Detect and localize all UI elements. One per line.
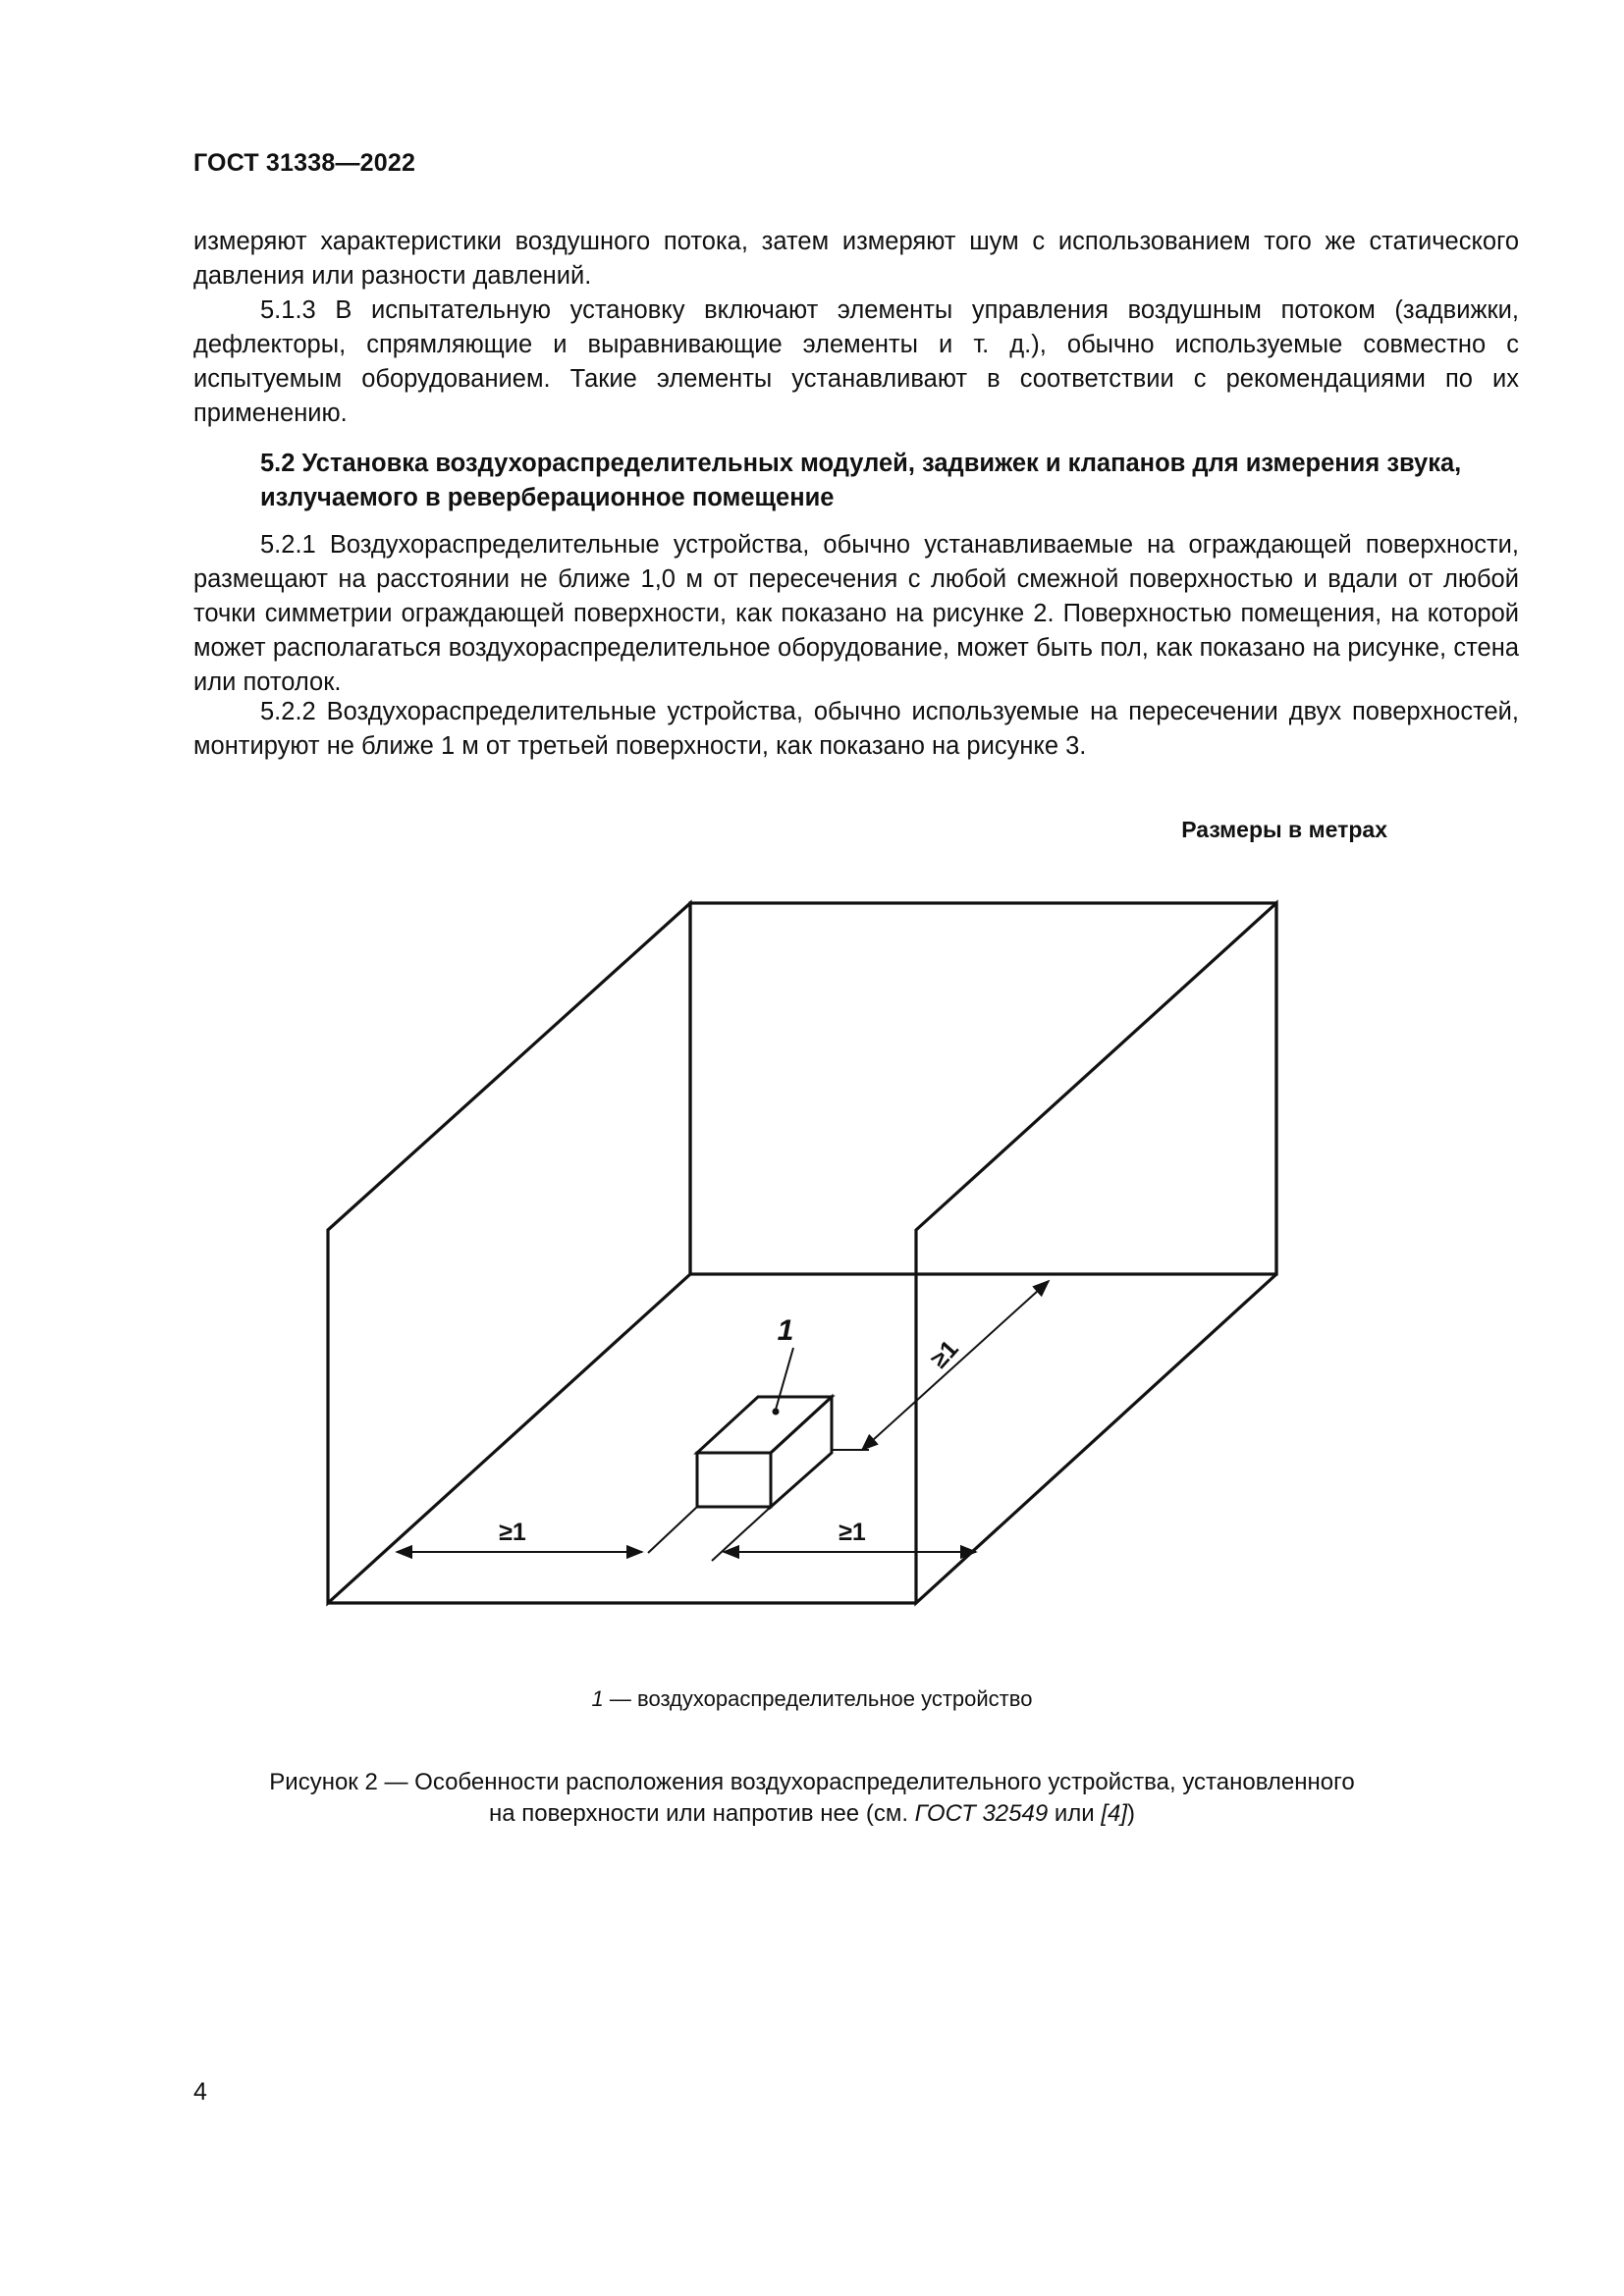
back-wall bbox=[690, 903, 1276, 1274]
device-front bbox=[697, 1453, 771, 1507]
figure-caption bbox=[0, 1767, 1624, 1830]
dim-line-diag bbox=[862, 1281, 1049, 1450]
extension-line-left bbox=[648, 1507, 697, 1553]
device-side bbox=[771, 1397, 832, 1507]
paragraph-5-2-2: 5.2.2 Воздухораспределительные устройства, обычно используемые на пересечении двух поверхностей, монтируют не ближе 1 м от третьей поверхности, как показано на рисунке 3. bbox=[193, 698, 1519, 760]
caption-ref-gost: ГОСТ 32549 bbox=[914, 1800, 1049, 1827]
legend-number: 1 bbox=[591, 1686, 604, 1711]
document-header: ГОСТ 31338—2022 bbox=[193, 149, 416, 177]
callout-dot bbox=[773, 1409, 780, 1415]
callout-leader bbox=[776, 1348, 793, 1410]
legend-text: — воздухораспределительное устройство bbox=[603, 1686, 1033, 1711]
device-top bbox=[697, 1397, 832, 1453]
dim-label-left: ≥1 bbox=[499, 1519, 526, 1546]
page-number: 4 bbox=[193, 2078, 207, 2106]
right-wall bbox=[916, 903, 1276, 1603]
caption-line-2: на поверхности или напротив нее (см. ГОСТ 32549 или [4]) bbox=[488, 1800, 1136, 1827]
dim-label-diag: ≥1 bbox=[925, 1335, 964, 1374]
caption-ref-bib: [4] bbox=[1101, 1800, 1128, 1827]
paragraph-5-1-3: 5.1.3 В испытательную установку включают элементы управления воздушным потоком (задвижки, дефлекторы, спрямляющие и выравнивающие элементы и т. д.), обычно используемые совместно с испытуемым оборудованием. Такие элементы устанавливают в соответствии с рекомендациями по их применению. bbox=[193, 296, 1519, 427]
caption-line-1: Рисунок 2 — Особенности расположения воздухораспределительного устройства, установленного bbox=[269, 1769, 1355, 1795]
dim-label-right: ≥1 bbox=[839, 1519, 866, 1546]
left-wall bbox=[328, 903, 690, 1603]
dimensions-note: Размеры в метрах bbox=[1181, 817, 1387, 842]
callout-number: 1 bbox=[777, 1314, 794, 1347]
section-heading-5-2: 5.2 Установка воздухораспределительных модулей, задвижек и клапанов для измерения звука, излучаемого в реверберационное помещение bbox=[260, 450, 1462, 511]
paragraph-5-2-1: 5.2.1 Воздухораспределительные устройства, обычно устанавливаемые на ограждающей поверхности, размещают на расстоянии не ближе 1,0 м от пересечения с любой смежной поверхностью и вдали от любой точки симметрии ограждающей поверхности, как показано на рисунке 2. Поверхностью помещения, на которой может располагаться воздухораспределительное оборудование, может быть пол, как показано на рисунке, стена или потолок. bbox=[193, 531, 1519, 696]
figure-legend bbox=[0, 1686, 1624, 1712]
paragraph-continuation: измеряют характеристики воздушного потока, затем измеряют шум с использованием того же статического давления или разности давлений. bbox=[193, 228, 1519, 290]
